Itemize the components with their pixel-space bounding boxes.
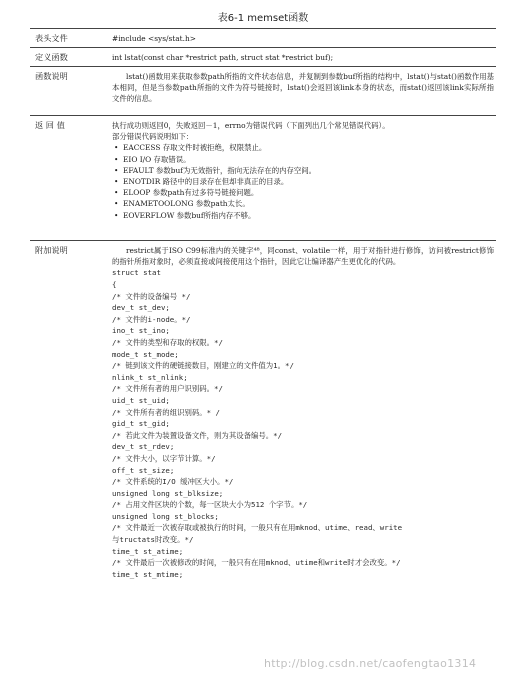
code-line: ino_t st_ino; <box>112 326 170 336</box>
code-line: struct stat <box>112 268 161 278</box>
code-line: /* 文件最近一次被存取或被执行的时间，一般只有在用mknod、utime、read、write <box>112 523 403 533</box>
error-text: EOVERFLOW 参数buf所指内存不够。 <box>123 210 256 220</box>
code-line: 与tructats时改变。*/ <box>112 535 194 545</box>
blog-watermark: http://blog.csdn.net/caofengtao1314 <box>264 657 477 670</box>
code-line: /* 文件的类型和存取的权限。*/ <box>112 337 223 347</box>
code-line: /* 文件的i-node。*/ <box>112 314 191 324</box>
description-value <box>112 67 496 108</box>
bullet-icon: • <box>114 188 119 198</box>
row-definition <box>30 48 496 67</box>
struct-stat-code <box>112 267 494 580</box>
error-text: ENAMETOOLONG 参数path太长。 <box>123 199 250 209</box>
row-label-return-value: 返 回 值 <box>35 120 65 130</box>
error-text: EFAULT 参数buf为无效指针，指向无法存在的内存空间。 <box>123 165 317 175</box>
row-return-value <box>30 116 496 241</box>
error-text: EACCESS 存取文件时被拒绝，权限禁止。 <box>123 143 267 153</box>
code-line: time_t st_mtime; <box>112 569 184 579</box>
row-description <box>30 67 496 116</box>
code-line: /* 文件所有者的组识别码。* / <box>112 407 220 417</box>
error-item <box>112 165 494 176</box>
error-text: ELOOP 参数path有过多符号链接问题。 <box>123 188 259 198</box>
bullet-icon: • <box>114 143 119 153</box>
return-value-content <box>112 116 496 223</box>
code-line: /* 文件系统的I/O 缓冲区大小。*/ <box>112 477 234 487</box>
error-item <box>112 154 494 165</box>
error-intro: 部分错误代码说明如下： <box>112 132 194 142</box>
row-header-file <box>30 28 496 48</box>
notes-text: restrict属于ISO C99标准内的关键字⁴⁸，同const、volatile一样，用于对指针进行修饰，访问被restrict修饰的指针所指对象时，必须直接或间接使用这个指针，因此它让编译器产生更优化的代码。 <box>112 246 494 267</box>
bullet-icon: • <box>114 165 119 175</box>
code-line: off_t st_size; <box>112 465 175 475</box>
table-caption: 表6-1 memset函数 <box>217 13 309 24</box>
error-text: ENOTDIR 路径中的目录存在但却非真正的目录。 <box>123 177 289 187</box>
error-item <box>112 210 494 221</box>
code-line: /* 文件最后一次被修改的时间，一般只有在用mknod、utime和write时才会改变。*/ <box>112 558 401 568</box>
code-line: dev_t st_dev; <box>112 303 170 313</box>
code-line: /* 文件的设备编号 */ <box>112 291 191 301</box>
error-text: EIO I/O 存取错误。 <box>123 154 191 164</box>
bullet-icon: • <box>114 177 119 187</box>
row-label-description: 函数说明 <box>35 71 68 81</box>
bullet-icon: • <box>114 199 119 209</box>
error-item <box>112 187 494 198</box>
definition-value <box>112 48 496 66</box>
return-summary: 执行成功则返回0，失败返回－1，errno为错误代码（下面列出几个常见错误代码）。 <box>112 121 390 130</box>
bullet-icon: • <box>114 210 119 220</box>
function-table <box>30 28 496 583</box>
error-list <box>112 142 494 220</box>
code-line: time_t st_atime; <box>112 546 184 556</box>
code-line: nlink_t st_nlink; <box>112 372 188 382</box>
description-text: lstat()函数用来获取参数path所指的文件状态信息，并复制到参数buf所指的结构中，lstat()与stat()函数作用基本相同，但是当参数path所指的文件为符号链接时，lstat()会返回该link本身的状态，而stat()返回该link实际所指文件的信息。 <box>112 72 494 104</box>
row-notes <box>30 241 496 583</box>
code-line: /* 文件大小，以字节计算。*/ <box>112 453 216 463</box>
header-file-value <box>112 29 496 47</box>
code-line: /* 链到该文件的硬链接数目，刚建立的文件值为1。*/ <box>112 361 294 371</box>
include-line: #include <sys/stat.h> <box>112 34 196 43</box>
code-line: mode_t st_mode; <box>112 349 179 359</box>
code-line: unsigned long st_blksize; <box>112 488 224 498</box>
code-line: /* 占用文件区块的个数，每一区块大小为512 个字节。*/ <box>112 500 308 510</box>
row-label-header-file: 表头文件 <box>35 33 68 43</box>
code-line: dev_t st_rdev; <box>112 442 175 452</box>
code-line: unsigned long st_blocks; <box>112 511 219 521</box>
function-signature: int lstat(const char *restrict path, struct stat *restrict buf); <box>112 53 334 62</box>
row-label-notes: 附加说明 <box>35 245 68 255</box>
bullet-icon: • <box>114 154 119 164</box>
row-label-definition: 定义函数 <box>35 52 68 62</box>
error-item <box>112 142 494 153</box>
code-line: gid_t st_gid; <box>112 419 170 429</box>
code-line: /* 若此文件为装置设备文件，则为其设备编号。*/ <box>112 430 283 440</box>
error-item <box>112 198 494 209</box>
notes-content <box>112 241 496 583</box>
code-line: { <box>112 280 117 289</box>
code-line: /* 文件所有者的用户识别码。*/ <box>112 384 223 394</box>
code-line: uid_t st_uid; <box>112 395 170 405</box>
error-item <box>112 176 494 187</box>
